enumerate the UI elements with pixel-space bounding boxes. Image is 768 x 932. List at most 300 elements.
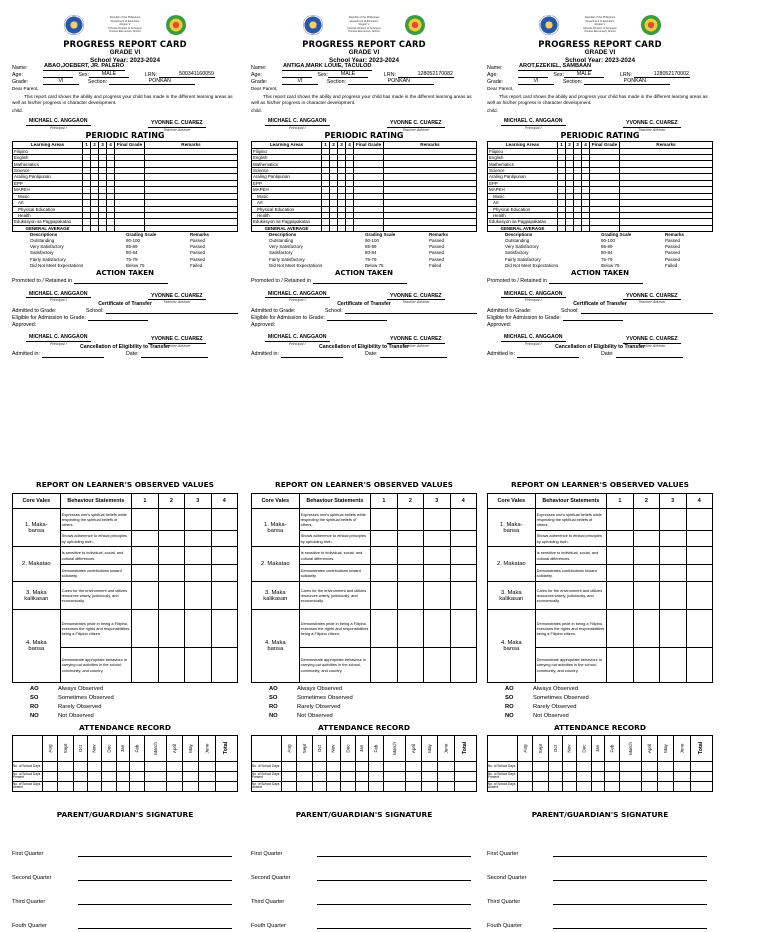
grading-scale: Descriptions Grading Scale Remarks Outstanding 90-100 Passed Very Satisfactory 85-89 Passed Satisfactory 80-84 Passed Fairly Satisfactory 75-79 Passed Did Not Meet Expectations Below 75 Failed bbox=[487, 232, 713, 268]
scale-cell: 80-84 bbox=[601, 250, 613, 256]
month-header: Feb bbox=[369, 735, 383, 761]
learning-area: English bbox=[252, 155, 322, 161]
intro-text: This report card shows the ability and progress your child has made in the different learning areas as well as his/her progress in character development. bbox=[12, 93, 233, 106]
behaviour-statement: Is sensitive to individual, social, and cultural differences. bbox=[299, 547, 370, 565]
signature-line[interactable] bbox=[78, 904, 232, 905]
grade-header: 4 bbox=[346, 142, 354, 149]
age-row: Age: Sex: MALE LRN: 500341160059 bbox=[12, 70, 214, 78]
scale-cell: 75-79 bbox=[126, 256, 138, 262]
learning-area: EPP bbox=[252, 180, 322, 186]
learning-area: Physical Education bbox=[252, 206, 322, 212]
scale-cell: Very Satisfactory bbox=[269, 244, 303, 250]
behaviour-row bbox=[488, 509, 713, 531]
grade-header: 2 bbox=[566, 142, 574, 149]
grade-header: 1 bbox=[83, 142, 91, 149]
grade-header: Remarks bbox=[384, 142, 477, 149]
principal-signature: MICHAEL C. ANGGAON Principal I bbox=[26, 291, 91, 303]
learning-area: GENERAL AVERAGE bbox=[13, 225, 83, 231]
quarter-signature-row: First Quarter bbox=[251, 833, 477, 857]
periodic-rating-title: PERIODIC RATING bbox=[324, 131, 404, 141]
grades-table bbox=[251, 141, 477, 232]
month-header: Nov bbox=[326, 735, 341, 761]
name-row: Name: AROT,EZEKIEL, SAMBAAN bbox=[487, 63, 592, 71]
periodic-rating-title: PERIODIC RATING bbox=[85, 131, 165, 141]
cancellation-title: Cancellation of Eligibility to Transfer bbox=[555, 344, 645, 351]
adviser-signature: YVONNE C. CUAREZ Teacher Adviser bbox=[387, 293, 445, 305]
signature-line[interactable] bbox=[78, 880, 232, 881]
behaviour-statement: Cares for the environment and utilizes resources wisely, judiciously, and economically. bbox=[299, 582, 370, 610]
month-header: March bbox=[619, 735, 641, 761]
learning-area: Mathematics bbox=[252, 161, 322, 167]
scale-cell: Satisfactory bbox=[30, 250, 54, 256]
principal-signature: MICHAEL C. ANGGAON Principal I bbox=[265, 291, 330, 303]
student-section: PONKAN bbox=[584, 78, 670, 85]
attendance-row: No. of School Days Present bbox=[252, 771, 477, 781]
scale-cell: 85-89 bbox=[365, 244, 377, 250]
behaviour-row bbox=[252, 610, 477, 648]
learning-area: GENERAL AVERAGE bbox=[488, 225, 558, 231]
signature-line[interactable] bbox=[553, 928, 707, 929]
behaviour-row bbox=[252, 509, 477, 531]
adviser-signature: YVONNE C. CUAREZ Teacher Adviser bbox=[148, 336, 206, 348]
learning-area: Art bbox=[252, 200, 322, 206]
month-header: Dec bbox=[341, 735, 356, 761]
certificate-transfer-title: Certificate of Transfer bbox=[573, 301, 627, 308]
grade-title: GRADE VI bbox=[109, 49, 141, 57]
scale-cell: Failed bbox=[429, 262, 442, 268]
card-title: PROGRESS REPORT CARD bbox=[538, 39, 662, 49]
school-logo-icon bbox=[641, 15, 661, 35]
school-header-line: Schools Division of Sorsogon bbox=[347, 26, 381, 30]
learning-area: Physical Education bbox=[13, 206, 83, 212]
attendance-table bbox=[487, 735, 713, 792]
month-header: April bbox=[641, 735, 657, 761]
behaviour-row bbox=[252, 547, 477, 565]
scale-cell: 90-100 bbox=[365, 238, 380, 244]
observed-values-title: REPORT ON LEARNER'S OBSERVED VALUES bbox=[511, 480, 689, 489]
month-header: May bbox=[422, 735, 438, 761]
month-header: March bbox=[383, 735, 405, 761]
behaviour-statement: Shows adherence to ethical principles by upholding truth. bbox=[60, 531, 131, 547]
quarter-signature-row: Second Quarter bbox=[487, 857, 713, 881]
quarter-signature-row: Third Quarter bbox=[12, 881, 238, 905]
observed-values-section bbox=[487, 480, 713, 929]
marking-legend: AO Always Observed SO Sometimes Observed RO Rarely Observed NO Not Observed bbox=[505, 686, 589, 719]
quarter-signature-row: First Quarter bbox=[12, 833, 238, 857]
scale-cell: Satisfactory bbox=[505, 250, 529, 256]
adviser-signature: YVONNE C. CUAREZ Teacher Adviser bbox=[387, 336, 445, 348]
scale-cell: Passed bbox=[665, 256, 681, 262]
core-value: 4. Maka bansa bbox=[13, 610, 61, 683]
behaviour-row bbox=[488, 582, 713, 610]
scale-cell: Failed bbox=[665, 262, 678, 268]
scale-cell: Below 75 bbox=[601, 262, 620, 268]
month-header: May bbox=[183, 735, 199, 761]
scale-cell: 90-100 bbox=[601, 238, 616, 244]
school-header-line: Department of Education bbox=[349, 19, 379, 23]
observed-values-table: Core Vales Behaviour Statements 1 2 3 4 1. Maka- bansa Expresses one's spiritual beliefs while respecting the spiritual beliefs of others. Shows adherence to ethical principles by upholding truth. 2. Makatao Is sensitive to individual, social, and cultural differences. Demonstrates contributions toward solidarity. 3. Maka kalikasan Cares for the environment and utilizes resources wisely, judiciously, and economically. 4. Maka bansa Demonstrates pride in being a Filipino, exercises the rights and responsibilities being a Filipino citizen. Demonstrate appropriate behaviour in carrying out activities in the school, community, and country. bbox=[487, 493, 713, 683]
behaviour-statement: Demonstrates contributions toward solidarity. bbox=[60, 565, 131, 582]
grades-table bbox=[12, 141, 238, 232]
student-lrn: 128052170002 bbox=[634, 71, 690, 78]
signature-block bbox=[251, 291, 477, 308]
behaviour-statement: Demonstrates contributions toward solidarity. bbox=[535, 565, 606, 582]
scale-cell: Below 75 bbox=[365, 262, 384, 268]
school-header-line: Republic of the Philippines bbox=[348, 16, 380, 19]
behaviour-statement: Cares for the environment and utilizes resources wisely, judiciously, and economically. bbox=[535, 582, 606, 610]
signature-block bbox=[487, 118, 713, 132]
scale-cell: Outstanding bbox=[30, 238, 55, 244]
grade-header: 1 bbox=[322, 142, 330, 149]
learning-area: MAPEH bbox=[252, 187, 322, 193]
signature-line[interactable] bbox=[553, 880, 707, 881]
month-header: Feb bbox=[605, 735, 619, 761]
month-header: June bbox=[437, 735, 455, 761]
learning-area: Science bbox=[488, 167, 558, 173]
scale-cell: 85-89 bbox=[601, 244, 613, 250]
school-year: School Year: 2023-2024 bbox=[329, 56, 399, 64]
marking-legend: AO Always Observed SO Sometimes Observed RO Rarely Observed NO Not Observed bbox=[269, 686, 353, 719]
cancellation-title: Cancellation of Eligibility to Transfer bbox=[319, 344, 409, 351]
behaviour-statement: Shows adherence to ethical principles by upholding truth. bbox=[535, 531, 606, 547]
signature-block bbox=[251, 118, 477, 132]
quarter-signature-row: Fouth Quarter bbox=[251, 905, 477, 929]
learning-area: Edukasyon sa Pagpapakatao bbox=[488, 219, 558, 225]
principal-signature: MICHAEL C. ANGGAON Principal I bbox=[265, 334, 330, 346]
core-value: 3. Maka kalikasan bbox=[488, 582, 536, 610]
quarter-signature-row: Fouth Quarter bbox=[12, 905, 238, 929]
progress-report-card: Republic of the Philippines Department of Education Region V Schools Division of Sorsogon Ponkan Elementary School PROGRESS REPORT CARD GRADE VI School Year: 2023-2024 Name: AROT,EZEKIEL, SAMBAAN Age: Sex: MALE LRN: 128052170002 Grade: VI Section: PONKAN Dear Parent, This report card shows the ability and progress your child has made in the different learning areas as well as his/her progress in character development. child. MICHAEL C. ANGGAON Principal I YVONNE C. CUAREZ Teacher Adviser PERIODIC RATING Learning Areas 1 2 3 4 Final Grade Remarks Filipino English Mathematics Science Araling Panlipunan EPP MAPEH Music Art Physical Education Health Edukasyon sa Pagpapakatao GENERAL AVERAGE Descriptions Grading Scale Remarks Outstanding 90-100 Passed Very Satisfactory 85-89 Passed Satisfactory 80-84 Passed Fairly Satisfactory 75-79 Passed Did Not Meet Expectations Below 75 Failed ACTION TAKEN Promoted to / Retained in MICHAEL C. ANGGAON Principal I YVONNE C. CUAREZ Teacher Adviser Certificate of Transfer Admitted to Grade: School: Eligible for Admission to Grade: Approved: MICHAEL C. ANGGAON Principal I YVONNE C. CUAREZ Teacher Adviser Cancellation of Eligibility to Transfer Admitted in: Date: bbox=[487, 14, 713, 358]
learning-area: Mathematics bbox=[13, 161, 83, 167]
month-header: June bbox=[673, 735, 691, 761]
attendance-row: No. of School Days Present bbox=[13, 771, 238, 781]
action-taken-title: ACTION TAKEN bbox=[335, 268, 393, 277]
grade-section-row: Grade: VI Section: PONKAN bbox=[251, 78, 477, 85]
core-value: 1. Maka- bansa bbox=[13, 509, 61, 547]
grade-header: Remarks bbox=[620, 142, 713, 149]
signature-line[interactable] bbox=[317, 880, 471, 881]
behaviour-statement: Expresses one's spiritual beliefs while respecting the spiritual beliefs of others. bbox=[299, 509, 370, 531]
month-header: Sept bbox=[532, 735, 549, 761]
learning-area: Music bbox=[488, 193, 558, 199]
deped-seal-icon bbox=[64, 15, 84, 35]
scale-cell: 80-84 bbox=[365, 250, 377, 256]
month-header: April bbox=[405, 735, 421, 761]
parent-signature-title: PARENT/GUARDIAN'S SIGNATURE bbox=[531, 809, 669, 819]
parent-signature-title: PARENT/GUARDIAN'S SIGNATURE bbox=[56, 809, 194, 819]
grade-header: 1 bbox=[558, 142, 566, 149]
quarter-signature-row: Second Quarter bbox=[12, 857, 238, 881]
adviser-signature: YVONNE C. CUAREZ Teacher Adviser bbox=[387, 120, 445, 132]
grade-header: Final Grade bbox=[590, 142, 620, 149]
scale-cell: Passed bbox=[429, 238, 445, 244]
learning-area: Art bbox=[488, 200, 558, 206]
student-name: AROT,EZEKIEL, SAMBAAN bbox=[519, 63, 592, 70]
month-header: June bbox=[198, 735, 216, 761]
principal-signature: MICHAEL C. ANGGAON Principal I bbox=[501, 334, 566, 346]
scale-cell: Passed bbox=[190, 244, 206, 250]
scale-cell: 85-89 bbox=[126, 244, 138, 250]
certificate-transfer-title: Certificate of Transfer bbox=[337, 301, 391, 308]
scale-cell: Very Satisfactory bbox=[30, 244, 64, 250]
student-section: PONKAN bbox=[348, 78, 434, 85]
month-header: Total bbox=[691, 735, 713, 761]
school-header-line: Schools Division of Sorsogon bbox=[583, 26, 617, 30]
observed-values-table: Core Vales Behaviour Statements 1 2 3 4 1. Maka- bansa Expresses one's spiritual beliefs while respecting the spiritual beliefs of others. Shows adherence to ethical principles by upholding truth. 2. Makatao Is sensitive to individual, social, and cultural differences. Demonstrates contributions toward solidarity. 3. Maka kalikasan Cares for the environment and utilizes resources wisely, judiciously, and economically. 4. Maka bansa Demonstrates pride in being a Filipino, exercises the rights and responsibilities being a Filipino citizen. Demonstrate appropriate behaviour in carrying out activities in the school, community, and country. bbox=[251, 493, 477, 683]
promoted-line bbox=[313, 279, 407, 284]
learning-area: Edukasyon sa Pagpapakatao bbox=[252, 219, 322, 225]
behaviour-statement: Demonstrates pride in being a Filipino, exercises the rights and responsibilities being a Filipino citizen. bbox=[535, 610, 606, 648]
learning-area: Science bbox=[13, 167, 83, 173]
student-name: ABAO,JOEBERT, JR. PALERO bbox=[44, 63, 125, 70]
school-header-line: Ponkan Elementary School bbox=[109, 30, 141, 33]
quarter-signature-row: Third Quarter bbox=[487, 881, 713, 905]
attendance-row: No. of School Days Absent bbox=[13, 781, 238, 791]
student-grade: VI bbox=[43, 78, 79, 85]
learning-area: Music bbox=[13, 193, 83, 199]
scale-cell: Did Not Meet Expectations bbox=[30, 262, 84, 268]
card-title: PROGRESS REPORT CARD bbox=[63, 39, 187, 49]
scale-cell: 90-100 bbox=[126, 238, 141, 244]
core-value: 2. Makatao bbox=[252, 547, 300, 582]
behaviour-row bbox=[13, 610, 238, 648]
observed-values-title: REPORT ON LEARNER'S OBSERVED VALUES bbox=[275, 480, 453, 489]
school-logo-icon bbox=[166, 15, 186, 35]
core-value: 3. Maka kalikasan bbox=[252, 582, 300, 610]
school-year: School Year: 2023-2024 bbox=[565, 56, 635, 64]
school-header-line: Republic of the Philippines bbox=[109, 16, 141, 19]
grade-row bbox=[252, 225, 477, 231]
learning-area: English bbox=[488, 155, 558, 161]
school-header-line: Region V bbox=[358, 23, 370, 26]
attendance-title: ATTENDANCE RECORD bbox=[79, 722, 171, 732]
grade-header: Learning Areas bbox=[488, 142, 558, 149]
month-header: Oct bbox=[74, 735, 87, 761]
scale-cell: Passed bbox=[429, 256, 445, 262]
behaviour-statement: Demonstrates contributions toward solidarity. bbox=[299, 565, 370, 582]
principal-signature: MICHAEL C. ANGGAON Principal I bbox=[265, 118, 330, 130]
behaviour-row bbox=[488, 547, 713, 565]
signature-line[interactable] bbox=[317, 856, 471, 857]
learning-area: MAPEH bbox=[488, 187, 558, 193]
signature-block bbox=[251, 334, 477, 351]
month-header: May bbox=[658, 735, 674, 761]
periodic-rating-title: PERIODIC RATING bbox=[560, 131, 640, 141]
scale-cell: Very Satisfactory bbox=[505, 244, 539, 250]
learning-area: Physical Education bbox=[488, 206, 558, 212]
school-header bbox=[327, 16, 401, 34]
age-row: Age: Sex: MALE LRN: 128052170082 bbox=[251, 70, 453, 78]
behaviour-statement: Demonstrate appropriate behaviour in carrying out activities in the school, community, and country. bbox=[535, 648, 606, 683]
grade-row bbox=[13, 225, 238, 231]
month-header: Jan bbox=[116, 735, 130, 761]
signature-line[interactable] bbox=[317, 904, 471, 905]
attendance-table bbox=[251, 735, 477, 792]
signature-line[interactable] bbox=[553, 904, 707, 905]
learning-area: EPP bbox=[13, 180, 83, 186]
observed-values-title: REPORT ON LEARNER'S OBSERVED VALUES bbox=[36, 480, 214, 489]
attendance-row: No. of School Days Present bbox=[488, 771, 713, 781]
core-value: 1. Maka- bansa bbox=[488, 509, 536, 547]
deped-seal-icon bbox=[539, 15, 559, 35]
school-header-line: Ponkan Elementary School bbox=[584, 30, 616, 33]
scale-cell: Did Not Meet Expectations bbox=[269, 262, 323, 268]
scale-cell: 75-79 bbox=[601, 256, 613, 262]
month-header: Dec bbox=[102, 735, 117, 761]
dear-parent: Dear Parent, bbox=[12, 86, 39, 92]
school-header-line: Department of Education bbox=[585, 19, 615, 23]
school-header-line: Schools Division of Sorsogon bbox=[108, 26, 142, 30]
month-header: Feb bbox=[130, 735, 144, 761]
month-header: Sept bbox=[57, 735, 74, 761]
learning-area: Filipino bbox=[252, 148, 322, 154]
grade-header: 3 bbox=[99, 142, 107, 149]
behaviour-statement: Demonstrate appropriate behaviour in carrying out activities in the school, community, and country. bbox=[299, 648, 370, 683]
scale-cell: Did Not Meet Expectations bbox=[505, 262, 559, 268]
school-header bbox=[88, 16, 162, 34]
month-header: April bbox=[166, 735, 182, 761]
learning-area: Araling Panlipunan bbox=[488, 174, 558, 180]
student-sex: MALE bbox=[328, 71, 368, 78]
grade-section-row: Grade: VI Section: PONKAN bbox=[12, 78, 238, 85]
deped-seal-icon bbox=[303, 15, 323, 35]
grade-header: Learning Areas bbox=[252, 142, 322, 149]
attendance-row: No. of School Days Absent bbox=[252, 781, 477, 791]
observed-values-section bbox=[251, 480, 477, 929]
month-header: Aug bbox=[282, 735, 297, 761]
grade-header: Remarks bbox=[145, 142, 238, 149]
core-value: 4. Maka bansa bbox=[252, 610, 300, 683]
grade-row bbox=[488, 225, 713, 231]
school-header bbox=[563, 16, 637, 34]
learning-area: Health bbox=[252, 212, 322, 218]
signature-line[interactable] bbox=[78, 928, 232, 929]
header-logos bbox=[251, 14, 477, 39]
dear-parent: Dear Parent, bbox=[487, 86, 514, 92]
attendance-row: No. of School Days bbox=[13, 761, 238, 771]
scale-cell: Passed bbox=[190, 250, 206, 256]
intro-text: This report card shows the ability and progress your child has made in the different learning areas as well as his/her progress in character development. bbox=[487, 93, 708, 106]
month-header: Dec bbox=[577, 735, 592, 761]
learning-area: Araling Panlipunan bbox=[252, 174, 322, 180]
marking-legend: AO Always Observed SO Sometimes Observed RO Rarely Observed NO Not Observed bbox=[30, 686, 114, 719]
learning-area: Health bbox=[13, 212, 83, 218]
behaviour-row bbox=[13, 547, 238, 565]
signature-block bbox=[487, 291, 713, 308]
scale-cell: Fairly Satisfactory bbox=[30, 256, 66, 262]
attendance-title: ATTENDANCE RECORD bbox=[554, 722, 646, 732]
observed-values-table: Core Vales Behaviour Statements 1 2 3 4 1. Maka- bansa Expresses one's spiritual beliefs while respecting the spiritual beliefs of others. Shows adherence to ethical principles by upholding truth. 2. Makatao Is sensitive to individual, social, and cultural differences. Demonstrates contributions toward solidarity. 3. Maka kalikasan Cares for the environment and utilizes resources wisely, judiciously, and economically. 4. Maka bansa Demonstrates pride in being a Filipino, exercises the rights and responsibilities being a Filipino citizen. Demonstrate appropriate behaviour in carrying out activities in the school, community, and country. bbox=[12, 493, 238, 683]
scale-cell: Passed bbox=[429, 244, 445, 250]
scale-cell: 80-84 bbox=[126, 250, 138, 256]
header-logos bbox=[487, 14, 713, 39]
grade-section-row: Grade: VI Section: PONKAN bbox=[487, 78, 713, 85]
scale-cell: Failed bbox=[190, 262, 203, 268]
behaviour-statement: Demonstrate appropriate behaviour in carrying out activities in the school, community, and country. bbox=[60, 648, 131, 683]
certificate-transfer-title: Certificate of Transfer bbox=[98, 301, 152, 308]
learning-area: GENERAL AVERAGE bbox=[252, 225, 322, 231]
learning-area: Mathematics bbox=[488, 161, 558, 167]
school-header-line: Region V bbox=[119, 23, 131, 26]
learning-area: Edukasyon sa Pagpapakatao bbox=[13, 219, 83, 225]
month-header: Aug bbox=[518, 735, 533, 761]
scale-cell: Passed bbox=[429, 250, 445, 256]
scale-cell: Outstanding bbox=[505, 238, 530, 244]
header-logos bbox=[12, 14, 238, 39]
core-value: 2. Makatao bbox=[13, 547, 61, 582]
principal-signature: MICHAEL C. ANGGAON Principal I bbox=[501, 118, 566, 130]
adviser-signature: YVONNE C. CUAREZ Teacher Adviser bbox=[148, 120, 206, 132]
signature-line[interactable] bbox=[78, 856, 232, 857]
attendance-title: ATTENDANCE RECORD bbox=[318, 722, 410, 732]
card-title: PROGRESS REPORT CARD bbox=[302, 39, 426, 49]
core-value: 4. Maka bansa bbox=[488, 610, 536, 683]
grade-header: Learning Areas bbox=[13, 142, 83, 149]
quarter-signature-row: Second Quarter bbox=[251, 857, 477, 881]
age-row: Age: Sex: MALE LRN: 128052170002 bbox=[487, 70, 689, 78]
core-value: 1. Maka- bansa bbox=[252, 509, 300, 547]
signature-line[interactable] bbox=[317, 928, 471, 929]
scale-cell: Passed bbox=[665, 238, 681, 244]
school-header-line: Ponkan Elementary School bbox=[348, 30, 380, 33]
grade-title: GRADE VI bbox=[584, 49, 616, 57]
month-header: Aug bbox=[43, 735, 58, 761]
attendance-row: No. of School Days bbox=[252, 761, 477, 771]
student-sex: MALE bbox=[564, 71, 604, 78]
progress-report-card: Republic of the Philippines Department of Education Region V Schools Division of Sorsogon Ponkan Elementary School PROGRESS REPORT CARD GRADE VI School Year: 2023-2024 Name: ANTIGA,MARK LOUIE, TACULOD Age: Sex: MALE LRN: 128052170082 Grade: VI Section: PONKAN Dear Parent, This report card shows the ability and progress your child has made in the different learning areas as well as his/her progress in character development. child. MICHAEL C. ANGGAON Principal I YVONNE C. CUAREZ Teacher Adviser PERIODIC RATING Learning Areas 1 2 3 4 Final Grade Remarks Filipino English Mathematics Science Araling Panlipunan EPP MAPEH Music Art Physical Education Health Edukasyon sa Pagpapakatao GENERAL AVERAGE Descriptions Grading Scale Remarks Outstanding 90-100 Passed Very Satisfactory 85-89 Passed Satisfactory 80-84 Passed Fairly Satisfactory 75-79 Passed Did Not Meet Expectations Below 75 Failed ACTION TAKEN Promoted to / Retained in MICHAEL C. ANGGAON Principal I YVONNE C. CUAREZ Teacher Adviser Certificate of Transfer Admitted to Grade: School: Eligible for Admission to Grade: Approved: MICHAEL C. ANGGAON Principal I YVONNE C. CUAREZ Teacher Adviser Cancellation of Eligibility to Transfer Admitted in: Date: bbox=[251, 14, 477, 358]
grading-scale: Descriptions Grading Scale Remarks Outstanding 90-100 Passed Very Satisfactory 85-89 Passed Satisfactory 80-84 Passed Fairly Satisfactory 75-79 Passed Did Not Meet Expectations Below 75 Failed bbox=[12, 232, 238, 268]
student-grade: VI bbox=[282, 78, 318, 85]
scale-cell: Passed bbox=[190, 238, 206, 244]
month-header: March bbox=[144, 735, 166, 761]
month-header: Oct bbox=[313, 735, 326, 761]
scale-cell: Satisfactory bbox=[269, 250, 293, 256]
school-year: School Year: 2023-2024 bbox=[90, 56, 160, 64]
behaviour-statement: Cares for the environment and utilizes resources wisely, judiciously, and economically. bbox=[60, 582, 131, 610]
signature-block bbox=[12, 334, 238, 351]
grades-table bbox=[487, 141, 713, 232]
behaviour-row bbox=[13, 509, 238, 531]
grade-header: 3 bbox=[574, 142, 582, 149]
behaviour-row bbox=[13, 582, 238, 610]
month-header: Jan bbox=[591, 735, 605, 761]
grade-header: 4 bbox=[107, 142, 115, 149]
behaviour-statement: Is sensitive to individual, social, and cultural differences. bbox=[535, 547, 606, 565]
school-header-line: Republic of the Philippines bbox=[584, 16, 616, 19]
name-row: Name: ABAO,JOEBERT, JR. PALERO bbox=[12, 63, 125, 71]
school-header-line: Region V bbox=[594, 23, 606, 26]
principal-signature: MICHAEL C. ANGGAON Principal I bbox=[26, 334, 91, 346]
scale-cell: Passed bbox=[190, 256, 206, 262]
action-taken-title: ACTION TAKEN bbox=[96, 268, 154, 277]
promoted-line bbox=[74, 279, 168, 284]
month-header: Oct bbox=[549, 735, 562, 761]
scale-cell: Passed bbox=[665, 244, 681, 250]
signature-line[interactable] bbox=[553, 856, 707, 857]
dear-parent: Dear Parent, bbox=[251, 86, 278, 92]
parent-signature-title: PARENT/GUARDIAN'S SIGNATURE bbox=[295, 809, 433, 819]
month-header: Jan bbox=[355, 735, 369, 761]
behaviour-statement: Demonstrates pride in being a Filipino, exercises the rights and responsibilities being a Filipino citizen. bbox=[60, 610, 131, 648]
grade-header: Final Grade bbox=[115, 142, 145, 149]
scale-cell: Fairly Satisfactory bbox=[505, 256, 541, 262]
month-header: Total bbox=[455, 735, 477, 761]
learning-area: EPP bbox=[488, 180, 558, 186]
signature-block bbox=[487, 334, 713, 351]
quarter-signature-row: Fouth Quarter bbox=[487, 905, 713, 929]
attendance-table bbox=[12, 735, 238, 792]
month-header: Sept bbox=[296, 735, 313, 761]
